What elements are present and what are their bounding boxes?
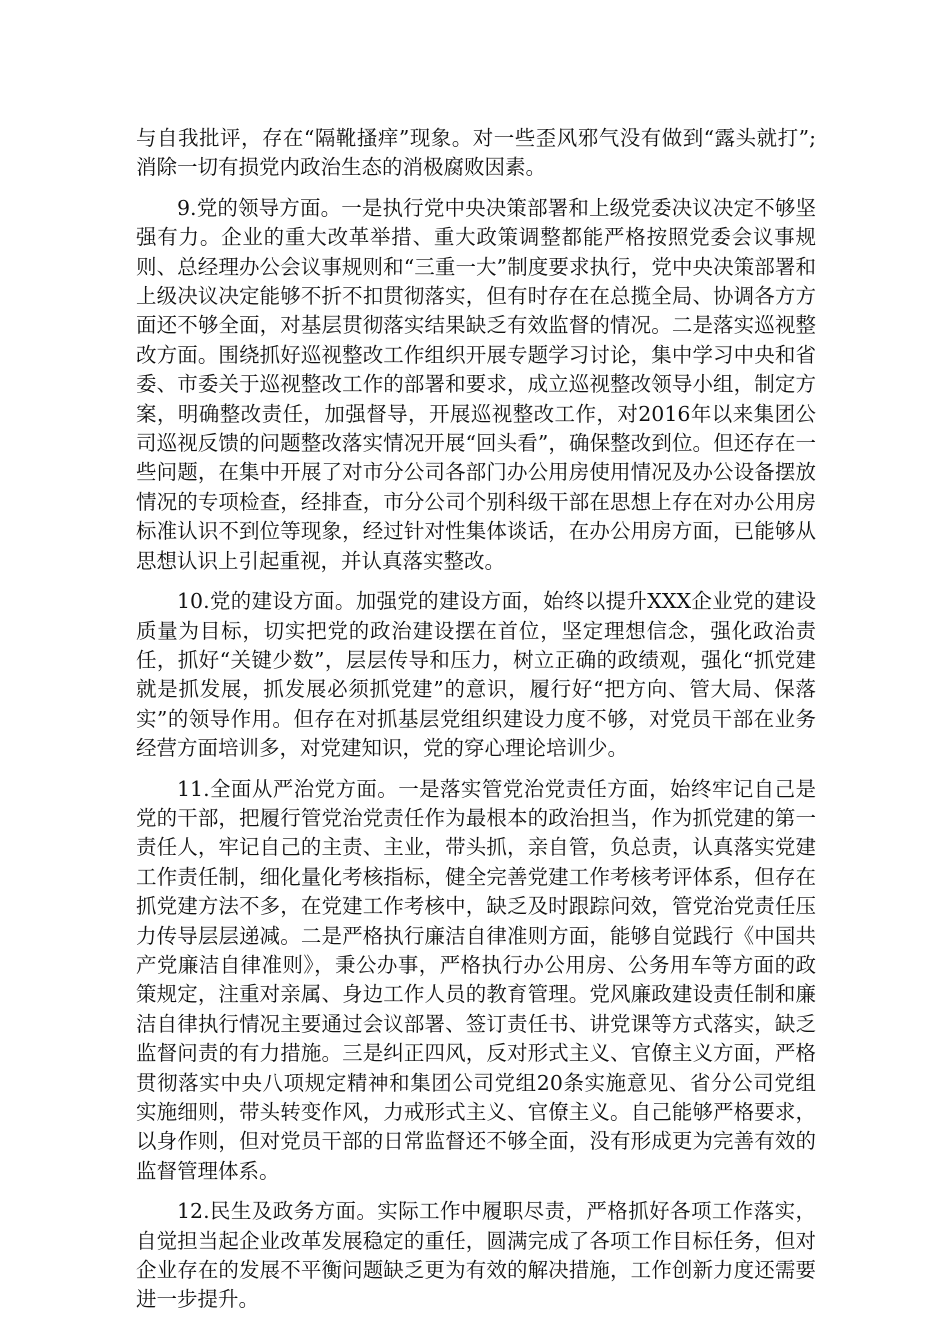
paragraph-party-building: 10.党的建设方面。加强党的建设方面，始终以提升XXX企业党的建设质量为目标，切实把党的政治建设摆在首位，坚定理想信念，强化政治责任，抓好“关键少数”，层层传导和压力，树立正确的政绩观，强化“抓党建就是抓发展，抓发展必须抓党建”的意识，履行好“把方向、管大局、保落实”的领导作用。但存在对抓基层党组织建设力度不够，对党员干部在业务经营方面培训多，对党建知识，党的穿心理论培训少。 (136, 589, 816, 761)
paragraph-party-leadership: 9.党的领导方面。一是执行党中央决策部署和上级党委决议决定不够坚强有力。企业的重大改革举措、重大政策调整都能严格按照党委会议事规则、总经理办公会议事规则和“三重一大”制度要求执行，党中央决策部署和上级决议决定能够不折不扣贯彻落实，但有时存在在总揽全局、协调各方方面还不够全面，对基层贯彻落实结果缺乏有效监督的情况。二是落实巡视整改方面。围绕抓好巡视整改工作组织开展专题学习讨论，集中学习中央和省委、市委关于巡视整改工作的部署和要求，成立巡视整改领导小组，制定方案，明确整改责任，加强督导，开展巡视整改工作，对2016年以来集团公司巡视反馈的问题整改落实情况开展“回头看”，确保整改到位。但还存在一些问题，在集中开展了对市分公司各部门办公用房使用情况及办公设备摆放情况的专项检查，经排查，市分公司个别科级干部在思想上存在对办公用房标准认识不到位等现象，经过针对性集体谈话，在办公用房方面，已能够从思想认识上引起重视，并认真落实整改。 (136, 195, 816, 573)
paragraph-livelihood-affairs: 12.民生及政务方面。实际工作中履职尽责，严格抓好各项工作落实，自觉担当起企业改革发展稳定的重任，圆满完成了各项工作目标任务，但对企业存在的发展不平衡问题缺乏更为有效的解决措施，工作创新力度还需要进一步提升。 (136, 1199, 816, 1312)
paragraph-continuation: 与自我批评，存在“隔靴搔痒”现象。对一些歪风邪气没有做到“露头就打”;消除一切有损党内政治生态的消极腐败因素。 (136, 126, 816, 180)
paragraph-strict-governance: 11.全面从严治党方面。一是落实管党治党责任方面，始终牢记自己是党的干部，把履行管党治党责任作为最根本的政治担当，作为抓党建的第一责任人，牢记自己的主责、主业，带头抓，亲自管，负总责，认真落实党建工作责任制，细化量化考核指标，健全完善党建工作考核考评体系，但存在抓党建方法不多，在党建工作考核中，缺乏及时跟踪问效，管党治党责任压力传导层层递减。二是严格执行廉洁自律准则方面，能够自觉践行《中国共产党廉洁自律准则》，秉公办事，严格执行办公用房、公务用车等方面的政策规定，注重对亲属、身边工作人员的教育管理。党风廉政建设责任制和廉洁自律执行情况主要通过会议部署、签订责任书、讲党课等方式落实，缺乏监督问责的有力措施。三是纠正四风，反对形式主义、官僚主义方面，严格贯彻落实中央八项规定精神和集团公司党组20条实施意见、省分公司党组实施细则，带头转变作风，力戒形式主义、官僚主义。自己能够严格要求，以身作则，但对党员干部的日常监督还不够全面，没有形成更为完善有效的监督管理体系。 (136, 776, 816, 1183)
document-body (136, 124, 816, 1326)
